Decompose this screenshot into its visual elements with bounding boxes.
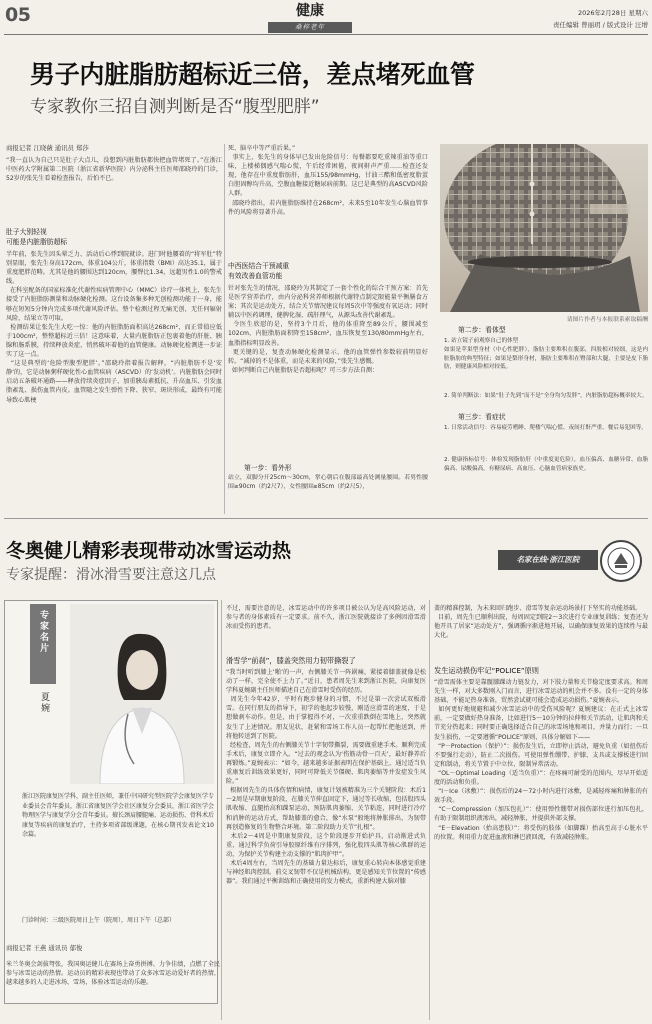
column-divider-3 xyxy=(429,600,430,1020)
issue-date: 2026年2月28日 星期六 xyxy=(577,9,648,17)
expert-bio: 浙江医院康复医学科，副主任医师，兼任中国研究型医院学会康复医学专业委员会青年委员，浙江省康复医学会社区康复分会委员，浙江省医学会物理医学与康复学分会青年委员。擅长颈肩腰腿痛、运动损伤、骨科术后康复等疾病的康复治疗，主持多项省部级课题，在核心期刊发表论文10余篇。 xyxy=(22,793,214,839)
step2-item1-detail: 如果是苹果型身材（中心性肥胖），脂肪主要堆积在腹部，四肢相对较细，这是内脏脂肪的典型特征；如果是梨形身材，脂肪主要堆积在臀部和大腿，主要是皮下脂肪，则健康风险相对较低。 xyxy=(444,347,648,371)
article2-subheadline: 专家提醒：滑冰滑雪要注意这几点 xyxy=(6,567,216,583)
hospital-logo-icon xyxy=(600,540,642,582)
step3-heading: 第三步：看症状 xyxy=(458,413,506,421)
step3-item2: 2. 健康指标信号：体检发现脂肪肝（中重度更危险），血压偏高、血糖异常、血脂偏高、尿酸偏高，有糖尿病、高血压、心脑血管病家族史。 xyxy=(444,457,648,472)
article1-subhead-a: 肚子大别轻视 xyxy=(6,228,47,236)
article1-body-col2b: 针对张先生的情况，邵晓玲为其制定了一套个性化的综合干预方案：首先是医学营养治疗，由内分泌科营养师根据代谢特点制定限能量平衡膳食方案；其次是运动处方，结合关节情况建议每周5次中等强度有氧运动；同时辅以中医药调理，健脾化湿、疏肝理气，从源头改善代谢紊乱。 令医生欣慰的是，坚持3个月后，他的体重降至89公斤，腰围减至102cm，内脏脂肪面积降至158cm²，血压恢复至130/80mmHg左右，血脂指标明显改善。 更关键的是，复查动脉硬化检测显示，他的血管弹性参数较前明显好转。“减掉的不是体重，而是未来的风险，”张先生感慨。 如何判断自己内脏脂肪是否超标呢？可三步方法自测： xyxy=(228,285,428,374)
article1-subheadline: 专家教你三招自测判断是否“腹型肥胖” xyxy=(30,97,320,117)
article1-byline: 商报记者 江晓薇 通讯员 郑莎 xyxy=(6,144,89,152)
article2-byline: 商报记者 王燕 通讯员 郁俊 xyxy=(6,944,83,952)
page-number: 05 xyxy=(5,4,31,26)
column-divider xyxy=(224,144,225,514)
photo-caption: 请图片作者与本报联系索取稿酬 xyxy=(566,317,648,323)
column-divider-2 xyxy=(221,600,222,1020)
step3-item1: 1. 日常活动信号：容易疲劳嗜睡、爬楼气喘心慌、夜间打鼾严重、餐后易犯困等。 xyxy=(444,425,647,431)
step1-heading: 第一步：看外形 xyxy=(244,464,292,472)
section-title: 健康 xyxy=(296,3,324,19)
article2-body-col2a: 不过，需要注意的是，冰雪运动中的许多项目被公认为是高风险运动，对参与者的身体素质有一定要求。前不久，浙江医院就接诊了多例因滑雪滑冰而受伤的患者。 xyxy=(226,605,426,631)
article1-subhead-c: 中西医结合干预减重 xyxy=(228,262,290,270)
step2-item1: 1. 站立镜子前观察自己的体型 xyxy=(444,338,519,344)
article2-subhead-e: 滑雪学“前刹”，膝盖突然用力韧带撕裂了 xyxy=(226,656,356,665)
article2-body-col3b: “滑雪需体主要是靠髋膝踝动力链发力，对下肢力量和关节稳定度要求高。和周先生一样，对大多数刚入门而言，进行冰雪运动的机会并不多。没有一定的身体基础、不能足热身准备，贸然尝试就可能会造成运动损伤。”夏婉表示。 如何更好地规避和减少冰雪运动中的受伤风险呢？夏婉建议：在正式上冰雪前，一定要做好热身准备，比如进行5～10分钟的拉伸和关节活动，让肌肉和关节充分热起来；同时要正确选择适合自己的冰雪场地和项目，并量力而行；一旦发生损伤，一定要遵循“POLICE”原则，具体分解如下—— “P－Protection（保护）”：损伤发生后，立即停止活动，避免负重（如扭伤后不要强行走动），防止二次损伤。可使用弹性绷带、护膝、支具或支撑板进行固定和制动，将关节置于中立位，限制异常活动。 “OL－Optimal Loading（适当负重）”：在疼痛可耐受的范围内，尽早开始适度的活动和负重。 “I－Ice（冰敷）”：损伤后的24～72小时内进行冰敷，是减轻疼痛和肿胀的有效手段。 “C－Compression（加压包扎）”：使用弹性绷带对损伤部位进行加压包扎，有助于限制组织液渗出，减轻肿胀，并提供外部支撑。 “E－Elevation（抬高患肢）”：将受伤的肢体（如脚踝）抬高至高于心脏水平的位置。利用重力促进血液和淋巴液回流，有效减轻肿胀。 xyxy=(434,679,648,841)
article2-headline: 冬奥健儿精彩表现带动冰雪运动热 xyxy=(6,540,292,562)
article1-subhead-d: 有效改善血管功能 xyxy=(228,272,283,280)
editor-credit: 责任编辑 曾丽玥 / 版式设计 汪增 xyxy=(553,21,648,29)
article-separator xyxy=(4,518,648,519)
header-rule xyxy=(4,34,648,35)
article1-lead: “我一直认为自己只是肚子大点儿，没想到内脏脂肪都快把血管堵死了。”在浙江中医药大学附属第二医院（浙江省新华医院）内分泌科主任医师邵晓玲的门诊，52岁的张先生看着检查报告，后怕不已。 xyxy=(6,157,222,183)
article2-body-col3a: 盖的精准控制，为未来回归跑步、滑雪等复杂运动场景打下坚实的功能基础。 目前，周先生已顺利出院，每周固定到院2～3次进行专业康复训练；复查还为他开具了居家“运动处方”，强调循序渐进地开展，以确保康复效果的连续性与最大化。 xyxy=(434,605,648,640)
article1-body-col1: 半年前，张先生因头晕乏力、活动后心悸到院就诊。进门时他腰着的“将军肚”特别显眼，张先生身高172cm，体重104公斤，体重指数（BMI）高达35.1，属于重度肥胖范畴。尤其是他的腰围达到120cm，腰臀比1.34，远超男性1.0的警戒线。 在科室配备的国家标准化代谢性疾病管理中心（MMC）诊疗一体机上，张先生接受了内脏脂肪测量和动脉硬化检测。这台设备集多种无创检测功能于一身，能够在短短5分钟内完成多项代谢风险评估。整个检测过程无痛无创，无任何辐射风险，结果立等可取。 检测结果让张先生大吃一惊：他的内脏脂肪面积高达268cm²，而正常值应低于100cm²，整整超标近三倍！这意味着，大量内脏脂肪正包裹着他的肝脏、胰腺和肠系膜，持续释放炎症，悄然破坏着他的血管健康。动脉硬化检测进一步证实了这一点。 “这是典型的‘危险型腹型肥胖’。”邵晓玲指着报告解释，“内脏脂肪不是‘安静’的，它是动脉粥样硬化性心血管疾病（ASCVD）的‘发动机’。内脏脂肪会同时启动五条破坏通路——释放持续炎症因子、加重胰岛素抵抗、升高血压、引发血脂紊乱、损伤血管内皮。血管随之发生弹性下降、狭窄、斑块形成，最终有可能导致心肌梗 xyxy=(6,251,222,404)
article2-subhead-f: 发生运动损伤牢记“POLICE”原则 xyxy=(434,666,539,675)
expert-tag xyxy=(30,604,56,684)
article1-headline: 男子内脏脂肪超标近三倍，差点堵死血管 xyxy=(30,60,475,89)
article1-subhead-b: 可能是内脏脂肪超标 xyxy=(6,238,68,246)
article2-body-col2b: “我当时听到膝上‘啪’的一声，右侧膝关节一阵剧痛，紧接着膝盖就像是松动了一样，完全使不上力了。”近日，患者周先生来到浙江医院，向康复医学科夏婉副主任医师描述自己在滑雪时受伤的经历。 周先生今年42岁，平时有跑步健身的习惯，不过是第一次尝试双板滑雪。在同行朋友的指导下，初学的他起步较慢，刚适应滑雪的速度，于是想做刹车动作。但是，由于掌握得不对，一次重重跌倒在雪地上，突然就发生了上述情况。朋友见状，赶紧和雪场工作人员一起帮忙把他送到，并将他转送到了医院。 经检查，周先生的右侧膝关节十字韧带撕裂，需要做重建手术。顺利完成手术后，康复立即介入。“过去的观念认为‘伤筋动骨一百天’，最好静养后再锻炼。”夏婉表示：“如今，越来越多证据表明在保护基础上，通过适当负重康复后训练效果更好，同时可降低关节僵硬、肌肉萎缩等并发症发生风险。” 根据周先生的具体伤情和病情，康复计划被精准为三个关键阶段：术后1～2周是早期康复阶段，在膝关节伸直固定下，通过等长收缩，包括股四头肌收缩、直腿抬高和踝泵运动，预防肌肉萎缩、关节粘连，同时进行冷疗和消肿的运动方式，帮助膝盖的愈合，像“水泵”般地将肿胀排出，为韧带再创造修复的生物整合环境。第二阶段助力关节“扎根”。 术后2～4周是中期康复阶段，这个阶段逐步开始护具，启动渐进式负重，通过科学负荷引导胶原纤维有序排列，强化股四头肌等核心肌群的运动，为保护关节构建主动支撑的“肌肉护甲”。 术后4周左右，当周先生的基础力量达标后，康复重心转向本体感觉重建与神经肌肉控制。前交叉韧带不仅是机械结构，更是感知关节位置的“传感器”。我们通过平衡训练和正确使用的发力模式，重新构建大脑对膝 xyxy=(226,669,426,886)
belly-photo xyxy=(440,144,648,312)
step1-body: 站立，双脚分开25cm～30cm，掌心朝后在腹部最高处测量腰围。若男性腰围≥90cm（约2尺7），女性腰围≥85cm（约2尺5）， xyxy=(228,475,428,490)
expert-tag-label: 专家名片 xyxy=(38,610,48,654)
column-brand-label: 名家在线·浙江医院 xyxy=(516,555,580,564)
section-badge: 桑梓老年 xyxy=(268,22,352,33)
expert-name: 夏婉 xyxy=(39,692,49,714)
expert-photo xyxy=(70,604,214,784)
clinic-hours: 门诊时间：三级医院周日上午（院周），周日下午（总部） xyxy=(22,917,176,924)
article1-body-col2a: 死、脑卒中等严重后果。” 事实上，张先生的身体早已发出危险信号：每餐都要吃重辣重油等重口味，上楼梯偶感气喘心慌，午后经常困倦，夜间鼾声严重……检查还发现，他存在中重度脂肪肝，血压155/98mmHg，甘油三酯和低密度脂蛋白胆固醇均升高，空腹血糖接近糖尿病前期。这已是典型的高ASCVD风险人群。 邵晓玲指出，若内脏脂肪维持在268cm²，未来5至10年发生心脑血管事件的风险将显著升高。 xyxy=(228,145,428,216)
step2-item2: 2. 简单判断法：如果“肚子先到”而不是“全身均匀发胖”，内脏脂肪超标概率较大。 xyxy=(444,393,648,399)
article2-lead: 米兰冬奥会剑拔弩张，我国奥运健儿在赛场上奋勇拼搏、力争佳绩，点燃了全民参与冰雪运动的热情。运动员的精彩表现也带动了众多冰雪运动爱好者的热情，越来越多的人走进冰场、雪场，体验冰雪运动的乐趣。 xyxy=(6,961,220,987)
column-brand-banner xyxy=(498,550,598,570)
step2-heading: 第二步：看体型 xyxy=(458,326,506,334)
